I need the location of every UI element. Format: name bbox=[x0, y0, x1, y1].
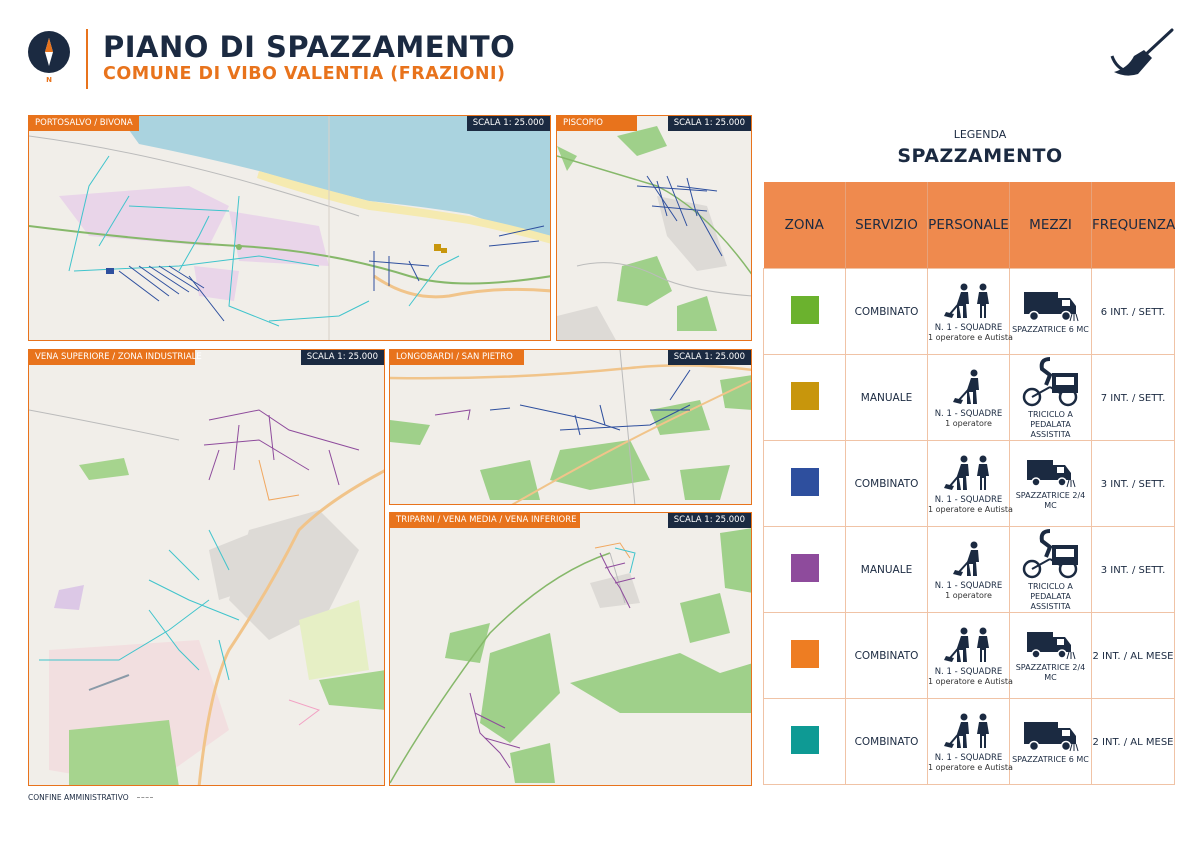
staff-squad-label: N. 1 - SQUADRE bbox=[934, 494, 1003, 505]
header-mezzi: MEZZI bbox=[1010, 182, 1092, 269]
map-panel-longobardi[interactable] bbox=[389, 349, 752, 505]
staff-squad-label: N. 1 - SQUADRE bbox=[934, 408, 1003, 419]
title-divider bbox=[86, 29, 88, 89]
header-zona: ZONA bbox=[764, 182, 846, 269]
map-label: TRIPARNI / VENA MEDIA / VENA INFERIORE bbox=[390, 513, 580, 528]
zone-cell bbox=[764, 269, 846, 355]
service-cell bbox=[846, 355, 928, 441]
map-vena-superiore bbox=[29, 350, 385, 786]
page-subtitle: COMUNE DI VIBO VALENTIA (FRAZIONI) bbox=[103, 64, 506, 84]
staff-squad-label: N. 1 - SQUADRE bbox=[934, 752, 1003, 763]
service-cell bbox=[846, 527, 928, 613]
page-title: PIANO DI SPAZZAMENTO bbox=[103, 30, 516, 64]
one-worker-icon bbox=[928, 368, 1009, 409]
staff-cell bbox=[928, 269, 1013, 355]
two-workers-icon bbox=[928, 282, 1009, 323]
map-label: VENA SUPERIORE / ZONA INDUSTRIALE bbox=[29, 350, 195, 365]
vehicle-label: SPAZZATRICE 6 MC bbox=[1012, 755, 1089, 764]
frequency-cell bbox=[1092, 355, 1175, 441]
staff-detail-label: 1 operatore e Autista bbox=[928, 504, 1013, 514]
tricycle-icon bbox=[1010, 355, 1091, 410]
map-scale: SCALA 1: 25.000 bbox=[301, 350, 384, 365]
frequency-cell bbox=[1092, 441, 1175, 527]
service-label: COMBINATO bbox=[854, 477, 919, 490]
zone-cell bbox=[764, 527, 846, 613]
zone-cell bbox=[764, 355, 846, 441]
map-scale: SCALA 1: 25.000 bbox=[668, 350, 751, 365]
vehicle-label: SPAZZATRICE 2/4 MC bbox=[1015, 491, 1086, 510]
sweeper-truck-icon bbox=[1010, 288, 1091, 325]
vehicle-label: TRICICLO A PEDALATA ASSISTITA bbox=[1028, 410, 1073, 439]
two-workers-icon bbox=[928, 626, 1009, 667]
legend-row bbox=[764, 355, 1175, 441]
service-label: COMBINATO bbox=[854, 735, 919, 748]
staff-cell bbox=[928, 355, 1010, 441]
map-label: PISCOPIO bbox=[557, 116, 637, 131]
header-frequenza: FREQUENZA bbox=[1092, 182, 1175, 269]
boundary-legend-label: CONFINE AMMINISTRATIVO bbox=[28, 793, 129, 802]
zone-color-swatch bbox=[791, 468, 819, 496]
legend-row bbox=[764, 527, 1175, 613]
one-worker-icon bbox=[928, 540, 1009, 581]
map-portosalvo bbox=[29, 116, 551, 341]
tricycle-icon bbox=[1010, 527, 1091, 582]
map-label: PORTOSALVO / BIVONA bbox=[29, 116, 139, 131]
vehicle-cell bbox=[1010, 699, 1092, 785]
header-servizio: SERVIZIO bbox=[846, 182, 928, 269]
staff-detail-label: 1 operatore bbox=[945, 590, 992, 600]
map-panel-piscopio[interactable] bbox=[556, 115, 752, 341]
staff-squad-label: N. 1 - SQUADRE bbox=[934, 580, 1003, 591]
zone-color-swatch bbox=[791, 554, 819, 582]
vehicle-cell bbox=[1010, 613, 1092, 699]
legend-title: SPAZZAMENTO bbox=[897, 145, 1063, 167]
staff-detail-label: 1 operatore e Autista bbox=[928, 676, 1013, 686]
staff-cell bbox=[928, 699, 1013, 785]
service-label: COMBINATO bbox=[854, 649, 919, 662]
staff-squad-label: N. 1 - SQUADRE bbox=[934, 322, 1003, 333]
zone-color-swatch bbox=[791, 726, 819, 754]
vehicle-cell bbox=[1010, 269, 1092, 355]
legend-row bbox=[764, 613, 1175, 699]
staff-detail-label: 1 operatore e Autista bbox=[928, 762, 1013, 772]
frequency-cell bbox=[1092, 613, 1175, 699]
frequency-label: 2 INT. / AL MESE bbox=[1092, 736, 1174, 748]
zone-color-swatch bbox=[791, 382, 819, 410]
zone-color-swatch bbox=[791, 640, 819, 668]
legend-table bbox=[763, 182, 1175, 785]
frequency-label: 6 INT. / SETT. bbox=[1100, 306, 1166, 318]
zone-cell bbox=[764, 613, 846, 699]
small-sweeper-icon bbox=[1010, 456, 1091, 491]
frequency-cell bbox=[1092, 699, 1175, 785]
compass-north-label: N bbox=[46, 76, 52, 84]
legend-row bbox=[764, 441, 1175, 527]
vehicle-cell bbox=[1010, 441, 1092, 527]
two-workers-icon bbox=[928, 454, 1009, 495]
staff-cell bbox=[928, 527, 1010, 613]
legend-row bbox=[764, 269, 1175, 355]
boundary-line-icon bbox=[137, 797, 153, 798]
service-cell bbox=[846, 441, 928, 527]
map-panel-triparni[interactable] bbox=[389, 512, 752, 786]
zone-cell bbox=[764, 699, 846, 785]
legend-header-row bbox=[764, 182, 1175, 269]
small-sweeper-icon bbox=[1010, 628, 1091, 663]
legend-row bbox=[764, 699, 1175, 785]
service-cell bbox=[846, 699, 928, 785]
zone-color-swatch bbox=[791, 296, 819, 324]
map-scale: SCALA 1: 25.000 bbox=[668, 116, 751, 131]
map-label: LONGOBARDI / SAN PIETRO bbox=[390, 350, 524, 365]
staff-cell bbox=[928, 441, 1013, 527]
vehicle-cell bbox=[1010, 355, 1092, 441]
staff-detail-label: 1 operatore bbox=[945, 418, 992, 428]
sweeper-truck-icon bbox=[1010, 718, 1091, 755]
map-panel-vena-superiore[interactable] bbox=[28, 349, 385, 786]
legend-kicker: LEGENDA bbox=[953, 128, 1007, 141]
map-scale: SCALA 1: 25.000 bbox=[467, 116, 550, 131]
service-label: MANUALE bbox=[860, 391, 913, 404]
frequency-label: 3 INT. / SETT. bbox=[1100, 478, 1166, 490]
frequency-label: 2 INT. / AL MESE bbox=[1092, 650, 1174, 662]
two-workers-icon bbox=[928, 712, 1009, 753]
frequency-label: 7 INT. / SETT. bbox=[1100, 392, 1166, 404]
service-label: MANUALE bbox=[860, 563, 913, 576]
vehicle-cell bbox=[1010, 527, 1092, 613]
vehicle-label: SPAZZATRICE 2/4 MC bbox=[1015, 663, 1086, 682]
vehicle-label: TRICICLO A PEDALATA ASSISTITA bbox=[1028, 582, 1073, 611]
staff-cell bbox=[928, 613, 1013, 699]
staff-detail-label: 1 operatore e Autista bbox=[928, 332, 1013, 342]
service-cell bbox=[846, 269, 928, 355]
map-panel-portosalvo[interactable] bbox=[28, 115, 551, 341]
frequency-cell bbox=[1092, 527, 1175, 613]
map-longobardi bbox=[390, 350, 752, 505]
frequency-cell bbox=[1092, 269, 1175, 355]
frequency-label: 3 INT. / SETT. bbox=[1100, 564, 1166, 576]
map-triparni bbox=[390, 513, 752, 786]
compass-icon bbox=[28, 31, 70, 73]
service-label: COMBINATO bbox=[854, 305, 919, 318]
vehicle-label: SPAZZATRICE 6 MC bbox=[1012, 325, 1089, 334]
staff-squad-label: N. 1 - SQUADRE bbox=[934, 666, 1003, 677]
service-cell bbox=[846, 613, 928, 699]
broom-icon bbox=[1108, 26, 1176, 84]
header-personale: PERSONALE bbox=[928, 182, 1010, 269]
map-piscopio bbox=[557, 116, 752, 341]
zone-cell bbox=[764, 441, 846, 527]
map-scale: SCALA 1: 25.000 bbox=[668, 513, 751, 528]
